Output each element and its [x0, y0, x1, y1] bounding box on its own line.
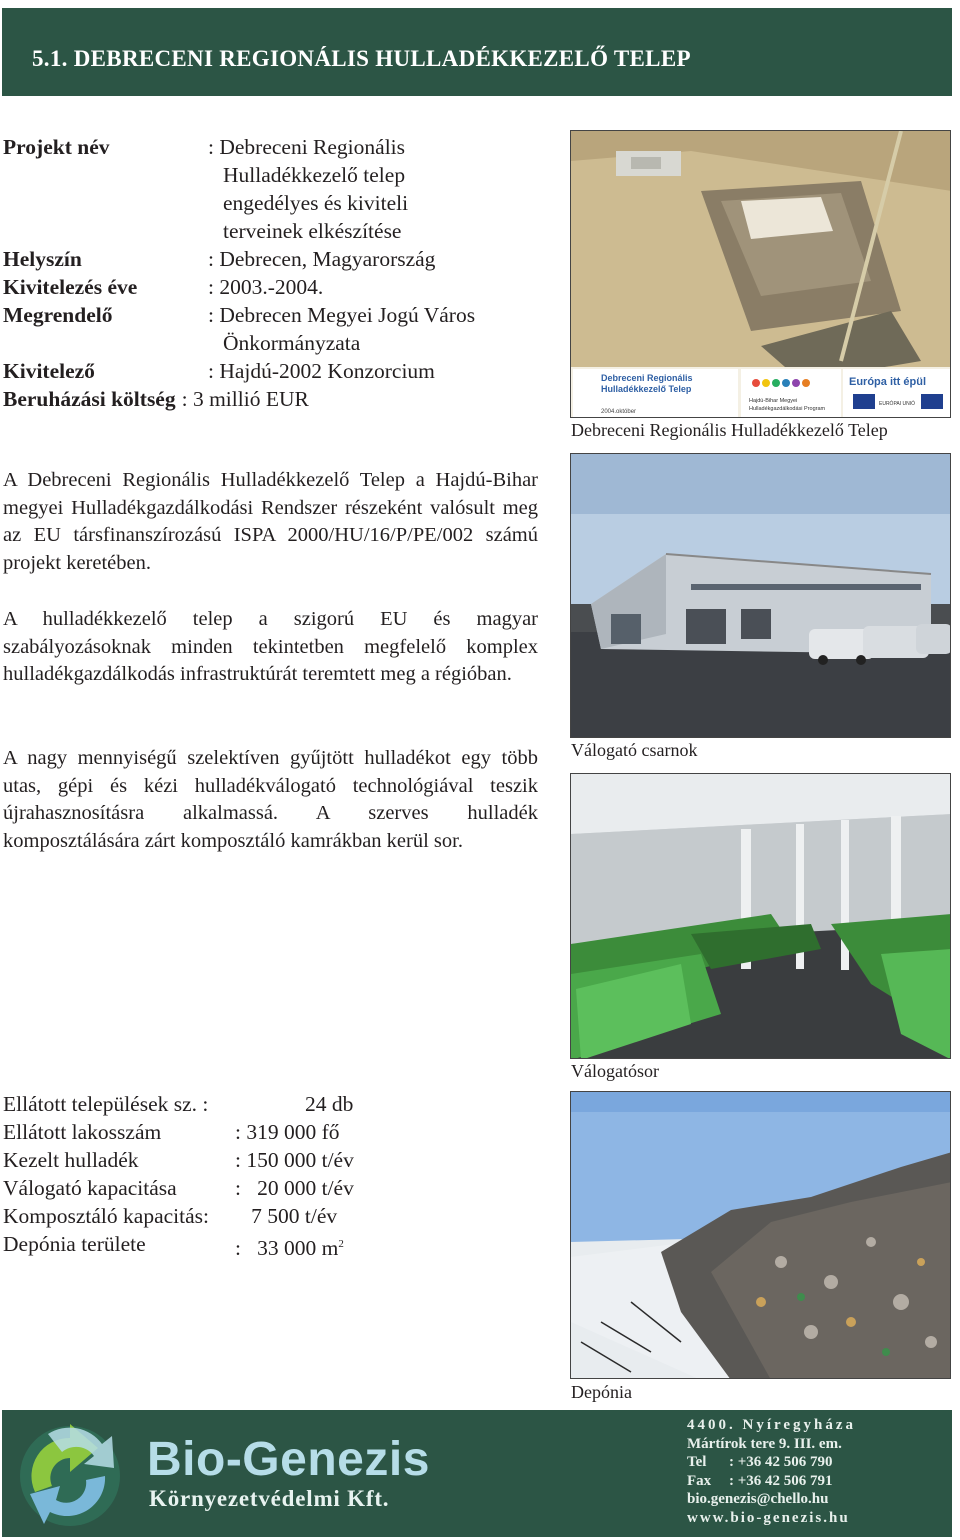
contractor-value: : Hajdú-2002 Konzorcium	[208, 359, 435, 383]
location-label: Helyszín	[3, 247, 82, 271]
stat-row	[3, 1118, 354, 1146]
project-name-value: : Debreceni Regionális Hulladékkezelő telep engedélyes és kiviteli terveinek elkészítése	[208, 135, 409, 243]
svg-text:Hulladékkezelő Telep: Hulladékkezelő Telep	[601, 384, 692, 394]
stat-value: : 150 000 t/év	[235, 1148, 354, 1172]
landfill-photo	[570, 1091, 951, 1379]
website-link[interactable]: www.bio-genezis.hu	[687, 1509, 850, 1526]
stat-row	[3, 1174, 354, 1202]
facility-stats	[3, 1090, 354, 1262]
company-name: Bio-Genezis	[147, 1433, 430, 1486]
recycle-logo-icon	[10, 1414, 130, 1534]
svg-text:EURÓPAI UNIÓ: EURÓPAI UNIÓ	[879, 401, 916, 407]
stat-value: : 319 000 fő	[235, 1120, 340, 1144]
paragraph-infrastructure: A hulladékkezelő telep a szigorú EU és magyar szabályozásoknak minden tekintetben megfelelő komplex hulladékgazdálkodás infrastruktúrát teremtett meg a régióban.	[3, 608, 538, 685]
svg-text:Európa itt épül: Európa itt épül	[849, 376, 926, 388]
cost-label: Beruházási költség	[3, 387, 176, 411]
stat-value: : 33 000 $m^2$	[235, 1236, 344, 1261]
sorting-line-photo	[570, 773, 951, 1059]
sorting-line-caption: Válogatósor	[571, 1061, 659, 1081]
client-label: Megrendelő	[3, 303, 113, 327]
landfill-photo-image	[571, 1092, 951, 1379]
hall-photo-image	[571, 454, 951, 738]
project-name-label: Projekt név	[3, 135, 110, 159]
stat-value: : 20 000 t/év	[235, 1176, 354, 1200]
paragraph-technology: A nagy mennyiségű szelektíven gyűjtött hulladékot egy több utas, gépi és kézi hulladékválogató technológiával teszik újrahasznosításra alkalmassá. A szerves hulladék komposztálására zárt komposztáló kamrákban kerül sor.	[3, 747, 538, 852]
client-value: : Debrecen Megyei Jogú Város Önkormányzata	[208, 303, 476, 355]
stat-label: Kezelt hulladék	[3, 1148, 139, 1172]
year-value: : 2003.-2004.	[208, 275, 324, 299]
stat-label: Ellátott lakosszám	[3, 1120, 162, 1144]
stat-row	[3, 1146, 354, 1174]
fax-row: Fax : +36 42 506 791	[687, 1472, 833, 1489]
aerial-photo-image	[571, 131, 951, 418]
page-header	[2, 8, 952, 96]
hall-photo	[570, 453, 951, 738]
svg-text:Hajdú-Bihar Megyei: Hajdú-Bihar Megyei	[749, 398, 798, 404]
year-label: Kivitelezés éve	[3, 275, 138, 299]
stat-row	[3, 1090, 354, 1118]
aerial-caption: Debreceni Regionális Hulladékkezelő Telep	[571, 420, 888, 440]
stat-value: 7 500 t/év	[235, 1204, 338, 1228]
svg-text:Debreceni Regionális: Debreceni Regionális	[601, 373, 693, 383]
paragraph-intro: A Debreceni Regionális Hulladékkezelő Telep a Hajdú-Bihar megyei Hulladékgazdálkodási Rendszer részeként valósult meg az EU társfinanszírozású ISPA 2000/HU/16/P/PE/002 számú projekt keretében.	[3, 469, 538, 574]
svg-text:Hulladékgazdálkodási Program: Hulladékgazdálkodási Program	[749, 406, 826, 412]
contact-block	[687, 1416, 856, 1527]
address-city: 4400. Nyíregyháza	[687, 1417, 857, 1433]
company-subtitle: Környezetvédelmi Kft.	[149, 1486, 390, 1511]
stat-row	[3, 1230, 354, 1262]
company-footer	[2, 1410, 952, 1537]
contractor-label: Kivitelező	[3, 359, 95, 383]
hall-caption: Válogató csarnok	[571, 740, 698, 760]
project-info	[3, 133, 548, 413]
stat-label: Válogató kapacitása	[3, 1176, 177, 1200]
stat-label: Ellátott települések sz. :	[3, 1092, 209, 1116]
landfill-caption: Depónia	[571, 1382, 632, 1402]
phone-row: Tel : +36 42 506 790	[687, 1454, 833, 1470]
aerial-photo	[570, 130, 951, 418]
stat-label: Komposztáló kapacitás:	[3, 1204, 209, 1228]
address-street: Mártírok tere 9. III. em.	[687, 1435, 842, 1452]
location-value: : Debrecen, Magyarország	[208, 247, 436, 271]
email-link[interactable]: bio.genezis@chello.hu	[687, 1491, 829, 1507]
stat-value: 24 db	[305, 1092, 354, 1116]
sorting-line-photo-image	[571, 774, 951, 1059]
cost-value: : 3 millió EUR	[181, 387, 309, 411]
svg-text:2004.október: 2004.október	[601, 409, 637, 415]
stat-row	[3, 1202, 354, 1230]
page-title: 5.1. DEBRECENI REGIONÁLIS HULLADÉKKEZELŐ TELEP	[32, 46, 691, 71]
stat-label: Depónia területe	[3, 1232, 146, 1256]
